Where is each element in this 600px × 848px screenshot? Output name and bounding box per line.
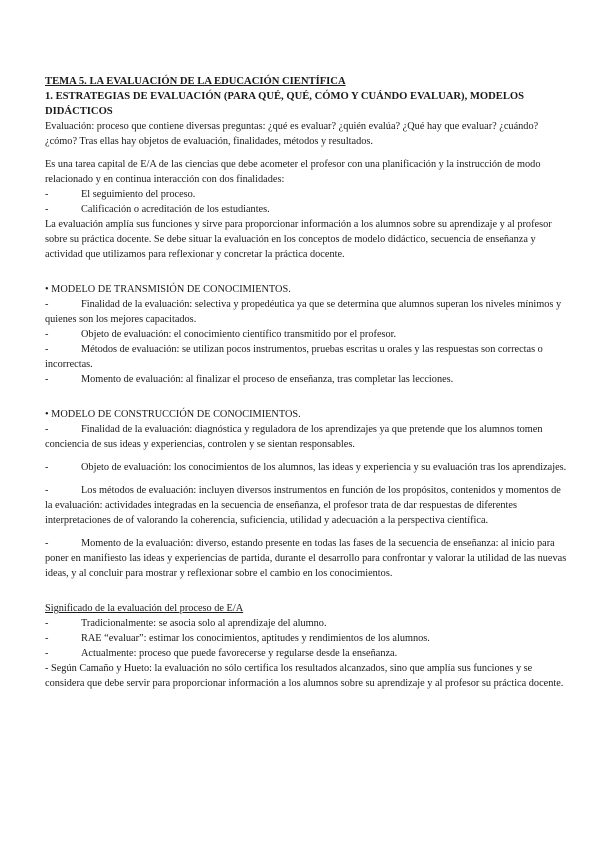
list-item (45, 616, 570, 631)
list-item (45, 202, 570, 217)
list-item-text: Tradicionalmente: se asocia solo al aprendizaje del alumno. (81, 618, 327, 629)
intro-paragraph-2: Es una tarea capital de E/A de las ciencias que debe acometer el profesor con una planificación y la instrucción de modo relacionado y en continua interacción con dos finalidades: (45, 159, 541, 185)
list-item-text: Métodos de evaluación: se utilizan pocos instrumentos, pruebas escritas u orales y las respuestas son correctas o incorrectas. (45, 344, 543, 370)
list-item-text: Finalidad de la evaluación: diagnóstica y reguladora de los aprendizajes ya que pretende que los alumnos tomen conciencia de sus ideas y experiencias, controlen y se sientan responsables. (45, 424, 543, 450)
model-transmision-heading: • MODELO DE TRANSMISIÓN DE CONOCIMIENTOS. (45, 284, 291, 295)
dash-marker: - (45, 633, 49, 644)
dash-marker: - (45, 299, 49, 310)
list-item (45, 631, 570, 646)
significado-heading: Significado de la evaluación del proceso de E/A (45, 603, 244, 614)
list-item-text: Los métodos de evaluación: incluyen diversos instrumentos en función de los propósitos, contenidos y momentos de la evaluación: actividades integradas en la secuencia de enseñanza, el profesor trata de dar respuestas de diferentes interpretaciones de of valorando la coherencia, suficiencia, utilidad y adecuación a la perspectiva científica. (45, 485, 561, 526)
list-item (45, 187, 570, 202)
dash-marker: - (45, 189, 49, 200)
list-item-text: Objeto de evaluación: los conocimientos de los alumnos, las ideas y experiencia y su evaluación tras los aprendizajes. (81, 462, 567, 473)
list-item-text: Momento de evaluación: al finalizar el proceso de enseñanza, tras completar las lecciones. (81, 374, 454, 385)
section-subtitle: 1. ESTRATEGIAS DE EVALUACIÓN (PARA QUÉ, QUÉ, CÓMO Y CUÁNDO EVALUAR), MODELOS DIDÁCTICOS (45, 91, 525, 117)
list-item (45, 327, 570, 342)
list-item-text: RAE “evaluar”: estimar los conocimientos, aptitudes y rendimientos de los alumnos. (81, 633, 430, 644)
list-item-text: Finalidad de la evaluación: selectiva y propedéutica ya que se determina que alumnos superan los niveles mínimos y quienes son los mejores capacitados. (45, 299, 562, 325)
list-item-text: Actualmente: proceso que puede favorecerse y regularse desde la enseñanza. (81, 648, 398, 659)
list-item (45, 536, 570, 581)
significado-closing: - Según Camaño y Hueto: la evaluación no sólo certifica los resultados alcanzados, sino que amplía sus funciones y se considera que debe servir para proporcionar información a los alumnos sobre su aprendizaje y al profesor su práctica docente. (45, 663, 564, 689)
list-item (45, 422, 570, 452)
intro-paragraph-3: La evaluación amplía sus funciones y sirve para proporcionar información a los alumnos sobre su aprendizaje y al profesor sobre su práctica docente. Se debe situar la evaluación en los conceptos de modelo didáctico, secuencia de enseñanza y actividad que utilizamos para reflexionar y concretar la práctica docente. (45, 219, 552, 260)
list-item (45, 342, 570, 372)
dash-marker: - (45, 485, 49, 496)
list-item (45, 372, 570, 387)
model-construccion-heading: • MODELO DE CONSTRUCCIÓN DE CONOCIMIENTOS. (45, 409, 301, 420)
list-item (45, 297, 570, 327)
list-item-text: El seguimiento del proceso. (81, 189, 196, 200)
list-item (45, 483, 570, 528)
document-title: TEMA 5. LA EVALUACIÓN DE LA EDUCACIÓN CIENTÍFICA (45, 76, 346, 87)
dash-marker: - (45, 618, 49, 629)
list-item (45, 460, 570, 475)
dash-marker: - (45, 462, 49, 473)
list-item-text: Objeto de evaluación: el conocimiento científico transmitido por el profesor. (81, 329, 397, 340)
list-item-text: Momento de la evaluación: diverso, estando presente en todas las fases de la secuencia de enseñanza: al inicio para poner en manifiesto las ideas y experiencias de partida, durante el desarrollo para confrontar y valorar la utilidad de las nuevas ideas, y al concluir para mostrar y reflexionar sobre el cambio en los conocimientos. (45, 538, 567, 579)
list-item (45, 646, 570, 661)
dash-marker: - (45, 329, 49, 340)
dash-marker: - (45, 344, 49, 355)
dash-marker: - (45, 538, 49, 549)
list-item-text: Calificación o acreditación de los estudiantes. (81, 204, 270, 215)
dash-marker: - (45, 204, 49, 215)
intro-paragraph-1: Evaluación: proceso que contiene diversas preguntas: ¿qué es evaluar? ¿quién evalúa? ¿Qué hay que evaluar? ¿cuándo? ¿cómo? Tras ellas hay objetos de evaluación, finalidades, métodos y resultados. (45, 121, 539, 147)
dash-marker: - (45, 648, 49, 659)
dash-marker: - (45, 374, 49, 385)
dash-marker: - (45, 424, 49, 435)
